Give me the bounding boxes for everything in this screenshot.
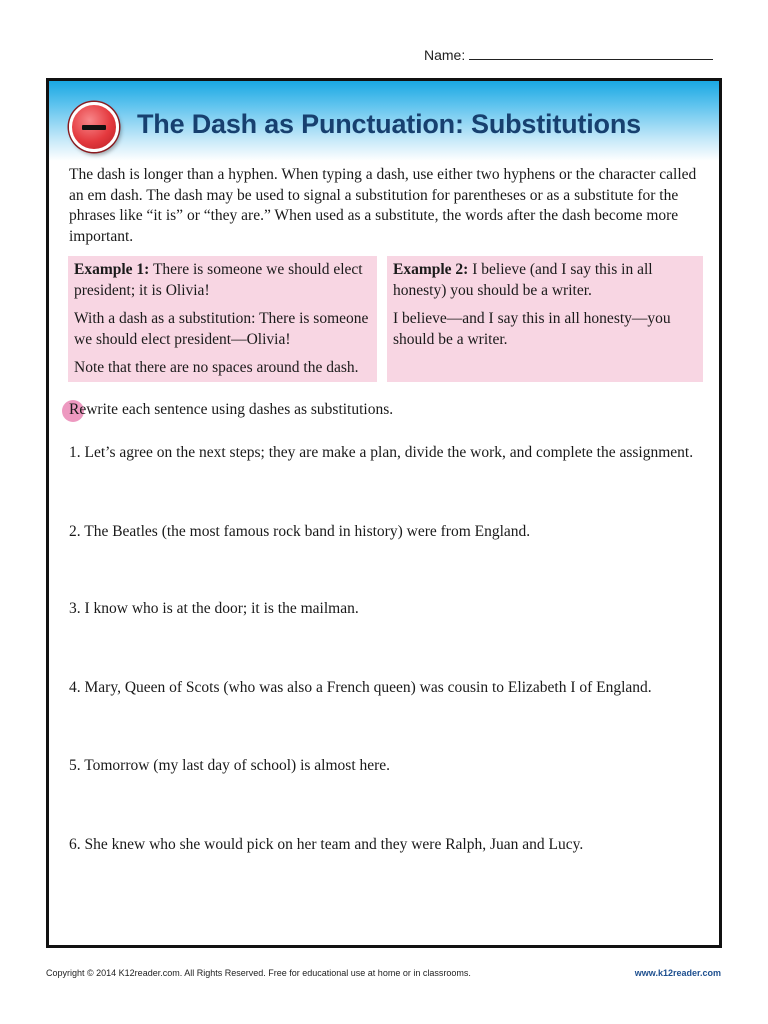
name-label: Name:	[424, 47, 466, 63]
page-title: The Dash as Punctuation: Substitutions	[137, 109, 641, 139]
name-blank-line[interactable]	[469, 46, 713, 60]
worksheet-frame	[46, 78, 722, 948]
question-4: 4. Mary, Queen of Scots (who was also a French queen) was cousin to Elizabeth I of England.	[69, 679, 652, 696]
question-6: 6. She knew who she would pick on her team and they were Ralph, Juan and Lucy.	[69, 836, 584, 853]
title-banner	[49, 81, 719, 161]
example-1-sentence-line	[74, 260, 371, 301]
name-field	[424, 46, 713, 63]
example-2-with-dash: I believe—and I say this in all honesty—you should be a writer.	[393, 310, 671, 348]
example-2-sentence-line	[393, 260, 697, 301]
question-1: 1. Let’s agree on the next steps; they are make a plan, divide the work, and complete the assignment.	[69, 444, 694, 461]
example-2-box	[387, 256, 703, 382]
example-1-note: Note that there are no spaces around the dash.	[74, 359, 359, 376]
example-1-with-dash: With a dash as a substitution: There is someone we should elect president—Olivia!	[74, 310, 369, 348]
question-5: 5. Tomorrow (my last day of school) is almost here.	[69, 757, 391, 774]
example-2-label: Example 2:	[393, 261, 469, 278]
website-link[interactable]: www.k12reader.com	[634, 968, 721, 978]
instructions: Rewrite each sentence using dashes as substitutions.	[69, 401, 394, 418]
example-1-label: Example 1:	[74, 261, 150, 278]
example-2-sentence: I believe (and I say this in all honesty) you should be a writer.	[393, 261, 653, 299]
intro-paragraph: The dash is longer than a hyphen. When typing a dash, use either two hyphens or the character called an em dash. The dash may be used to signal a substitution for parentheses or as a substitute for the phrases like “it is” or “they are.” When used as a substitute, the words after the dash become more important.	[69, 166, 697, 245]
example-1-sentence: There is someone we should elect president; it is Olivia!	[74, 261, 363, 299]
example-1-box	[68, 256, 377, 382]
minus-dash-icon	[69, 102, 119, 152]
copyright-notice: Copyright © 2014 K12reader.com. All Rights Reserved. Free for educational use at home or in classrooms.	[46, 968, 471, 978]
dash-bar	[82, 125, 106, 130]
question-3: 3. I know who is at the door; it is the mailman.	[69, 600, 359, 617]
question-2: 2. The Beatles (the most famous rock band in history) were from England.	[69, 523, 531, 540]
